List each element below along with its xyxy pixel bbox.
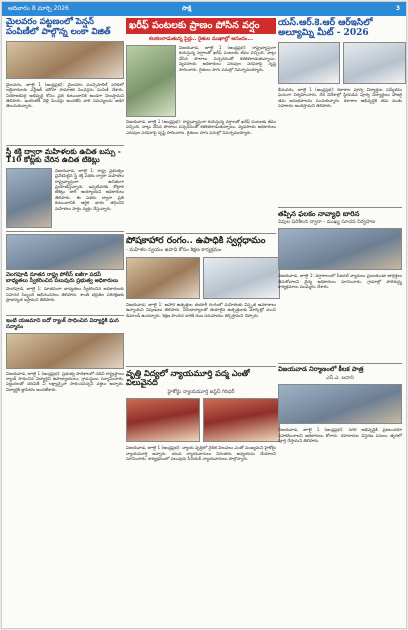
col2-subhead3: హైకోర్టు న్యాయమూర్తి జస్టిస్ గిరిధర్ — [167, 388, 235, 395]
col2-photo-farm — [126, 45, 176, 117]
col1-story2: విజయవాడ, జూలై 1: రాష్ట్ర ప్రభుత్వం ప్రవేశపెట్టిన స్త్రీ శక్తి పథకం ద్వారా మహిళలు రాష్ట్రవ్యాప్తంగా ఉచితంగా ప్రయాణిస్తున్నారు. ఇప్పటివరకు కోట్లాది టికెట్లు జారీ అయ్యాయని అధికారులు తెలిపారు. ఈ పథకం ద్వారా ప్రతి కుటుంబానికి ఆర్థిక భారం తగ్గిందని మహిళలు హర్షం వ్యక్తం చేస్తున్నారు. — [55, 167, 124, 211]
col3-headline3: విజయవాడ నిర్మాణంలో కీలక పాత్ర — [278, 365, 364, 374]
col1-headline4: ఇంటి యజమాని ఐదో ర్యాంక్ సాధించిన విద్యార్థికి ఘన సన్మానం — [6, 318, 119, 331]
col1-photo-student — [6, 333, 124, 369]
col1-story4: విజయవాడ, జూలై 1 (ఆంధ్రప్రభ): ప్రభుత్వ పాఠశాలలో చదివి రాష్ట్రస్థాయి ర్యాంక్ సాధించిన విద్యార్థిని ఉపాధ్యాయులు, గ్రామస్థులు సన్మానించారు. పట్టుదలతో చదివితే ఏ లక్ష్యాన్నైనా సాధించవచ్చని వక్తలు అన్నారు. విద్యార్థికి జ్ఞాపికను అందజేశారు. — [6, 370, 124, 392]
col2-subhead2: - మహిళల స్వయం ఉపాధి కోసం శిక్షణ కార్యక్రమం — [126, 247, 222, 254]
col1-headline3: వెలగపూడి నూతన రాష్ట్ర పోలీస్ ఐజీగా పదవీ బాధ్యతలు స్వీకరించిన పలువురు ప్రభుత్వ అధికారులు — [6, 271, 119, 284]
col2-story1: విజయవాడ, జూలై 1 (ఆంధ్రప్రభ): రాష్ట్రవ్యాప్తంగా కురుస్తున్న వర్షాలతో ఖరీఫ్ పంటలకు జీవం వచ్చింది. నాట్లు వేసిన పొలాలు పచ్చదనంతో కళకళలాడుతున్నాయి. వ్యవసాయ అధికారులు ఎరువుల సరఫరాపై దృష్టి సారించారు. రైతులు సాగు పనుల్లో నిమగ్నమయ్యారు. — [179, 45, 276, 72]
col2-photo-food — [126, 257, 200, 299]
col3-photo-health — [278, 228, 402, 270]
col3-story3: విజయవాడ, జూలై 1 (ఆంధ్రప్రభ): నగర అభివృద్ధికి ప్రజలందరూ సహకరించాలని అధికారులు కోరారు. రహదారుల విస్తరణ పనులు త్వరలో పూర్తి చేస్తామని తెలిపారు. — [278, 427, 402, 443]
page-number: 3 — [395, 5, 400, 12]
col2-subhead: కలకలలాడుతున్న పైర్లు.. రైతుల ముఖాల్లో ఆనందం... — [148, 35, 254, 42]
col2-story2: విజయవాడ, జూలై 1: ఆహార ఉత్పత్తుల తయారీ రంగంలో మహిళలకు విస్తృత అవకాశాలు ఉన్నాయని నిపుణులు తెలిపారు. చిరుధాన్యాలతో తయారైన ఉత్పత్తులకు మార్కెట్లో మంచి డిమాండ్ ఉందన్నారు. శిక్షణ పొందిన వారికి రుణ సదుపాయం కల్పిస్తామని చెప్పారు. — [126, 301, 276, 318]
col1-headline2: స్త్రీ శక్తి ద్వారా మహిళలకు ఉచిత బస్సు - 110 కోట్లకు చేరిన ఉచిత టికెట్లు — [6, 146, 121, 165]
col1-story3: వెలగపూడి, జూలై 1: నూతనంగా బాధ్యతలు స్వీకరించిన అధికారులకు సహచర సిబ్బంది అభినందనలు తెలిపారు. శాంతి భద్రతల పరిరక్షణకు ప్రాధాన్యత ఇస్తామని తెలిపారు. — [6, 286, 124, 302]
col3-subhead3: ఎస్.ఎ. బదాని — [326, 374, 354, 381]
col2-headline: ఖరీఫ్ పంటలకు ప్రాణం పోసిన వర్షం — [126, 18, 276, 34]
masthead-title: సాక్షి — [182, 5, 192, 12]
newspaper-page — [2, 2, 406, 628]
col2-photo-event — [126, 398, 200, 442]
col3-story2: విజయవాడ, జూలై 1: వర్షాకాలంలో సీజనల్ వ్యాధులు ప్రబలకుండా జాగ్రత్తలు తీసుకోవాలని వైద్య అధికారులు సూచించారు. గ్రామాల్లో పారిశుద్ధ్య కార్యక్రమాలు ముమ్మరం చేశారు. — [278, 273, 402, 290]
masthead-bar — [2, 2, 406, 16]
masthead-date: ఆదివారం 8 మార్చి 2026 — [8, 5, 69, 12]
col2-story1-cont: విజయవాడ, జూలై 1 (ఆంధ్రప్రభ): రాష్ట్రవ్యాప్తంగా కురుస్తున్న వర్షాలతో ఖరీఫ్ పంటలకు జీవం వచ్చింది. నాట్లు వేసిన పొలాలు పచ్చదనంతో కళకళలాడుతున్నాయి. వ్యవసాయ అధికారులు ఎరువుల సరఫరాపై దృష్టి సారించారు. రైతులు సాగు పనుల్లో నిమగ్నమయ్యారు. — [126, 119, 276, 135]
col1-photo-bus — [6, 168, 52, 228]
col3-subhead2: విపుల పరిశీలన ద్వారా - ముఖ్య సూచన నిర్వహణ — [278, 218, 376, 225]
column-left — [6, 18, 124, 597]
col2-headline2: పోషకాహార రంగం.. ఉపాధికి స్వర్గధామం — [126, 236, 266, 246]
col2-photo-products — [203, 257, 280, 299]
column-right — [278, 18, 402, 547]
col1-story1: మైలవరం, జూలై 1 (ఆంధ్రప్రభ): మైలవరం మున్సిపాలిటీ పరిధిలో లబ్ధిదారులకు ఎన్టీఆర్ భరోసా సామాజిక పింఛన్లను పంపిణీ చేశారు. నియోజకవర్గ అభివృద్ధి కోసం ప్రతి కుటుంబానికి అండగా నిలుస్తామని తెలిపారు. ఇంటింటికి వెళ్లి పింఛన్లు అందజేసి వారి సమస్యలను అడిగి తెలుసుకున్నారు. — [6, 81, 124, 109]
col3-headline: యస్.ఆర్.కె.ఆర్ ఆర్ఇసిలో అల్యూమ్ని మీట్ - 2026 — [278, 18, 373, 39]
col2-headline3: వృత్తి విద్యలో న్యాయమూర్తి పద్మ ఎంతో విలువైనది — [126, 367, 250, 388]
col1-photo-pension — [6, 41, 124, 79]
col3-photo-alumni1 — [278, 42, 340, 84]
col3-photo-alumni2 — [343, 42, 406, 84]
col2-story3: విజయవాడ, జూలై 1 (ఆంధ్రప్రభ): న్యాయ వృత్తిలో నైతిక విలువలు ఎంతో ముఖ్యమని హైకోర్టు న్యాయమూర్తి అన్నారు. యువ న్యాయవాదులు నిరంతరం అధ్యయనం చేయాలని సూచించారు. కార్యక్రమంలో పలువురు సీనియర్ న్యాయవాదులు పాల్గొన్నారు. — [126, 445, 276, 461]
col1-photo-officials — [6, 234, 124, 270]
col1-headline: మైలవరం పట్టణంలో పెన్షన్ పంపిణీలో పాల్గొన్న లంకా విజిత్ — [6, 17, 111, 37]
col3-photo-city — [278, 384, 402, 424]
col3-story1: భీమవరం, జూలై 1 (ఆంధ్రప్రభ): కళాశాల పూర్వ విద్యార్థుల సమ్మేళనం ఘనంగా నిర్వహించారు. దేశ విదేశాల్లో స్థిరపడిన పూర్వ విద్యార్థులు హాజరై తమ అనుభవాలను పంచుకున్నారు. కళాశాల అభివృద్ధికి తమ వంతు సహకారం అందిస్తామని తెలిపారు. — [278, 86, 402, 108]
col3-headline2: తప్పిన ఫలకం నావ్యాధి బారిన — [278, 208, 360, 218]
col2-photo-stage — [203, 398, 280, 442]
column-middle — [126, 18, 276, 557]
